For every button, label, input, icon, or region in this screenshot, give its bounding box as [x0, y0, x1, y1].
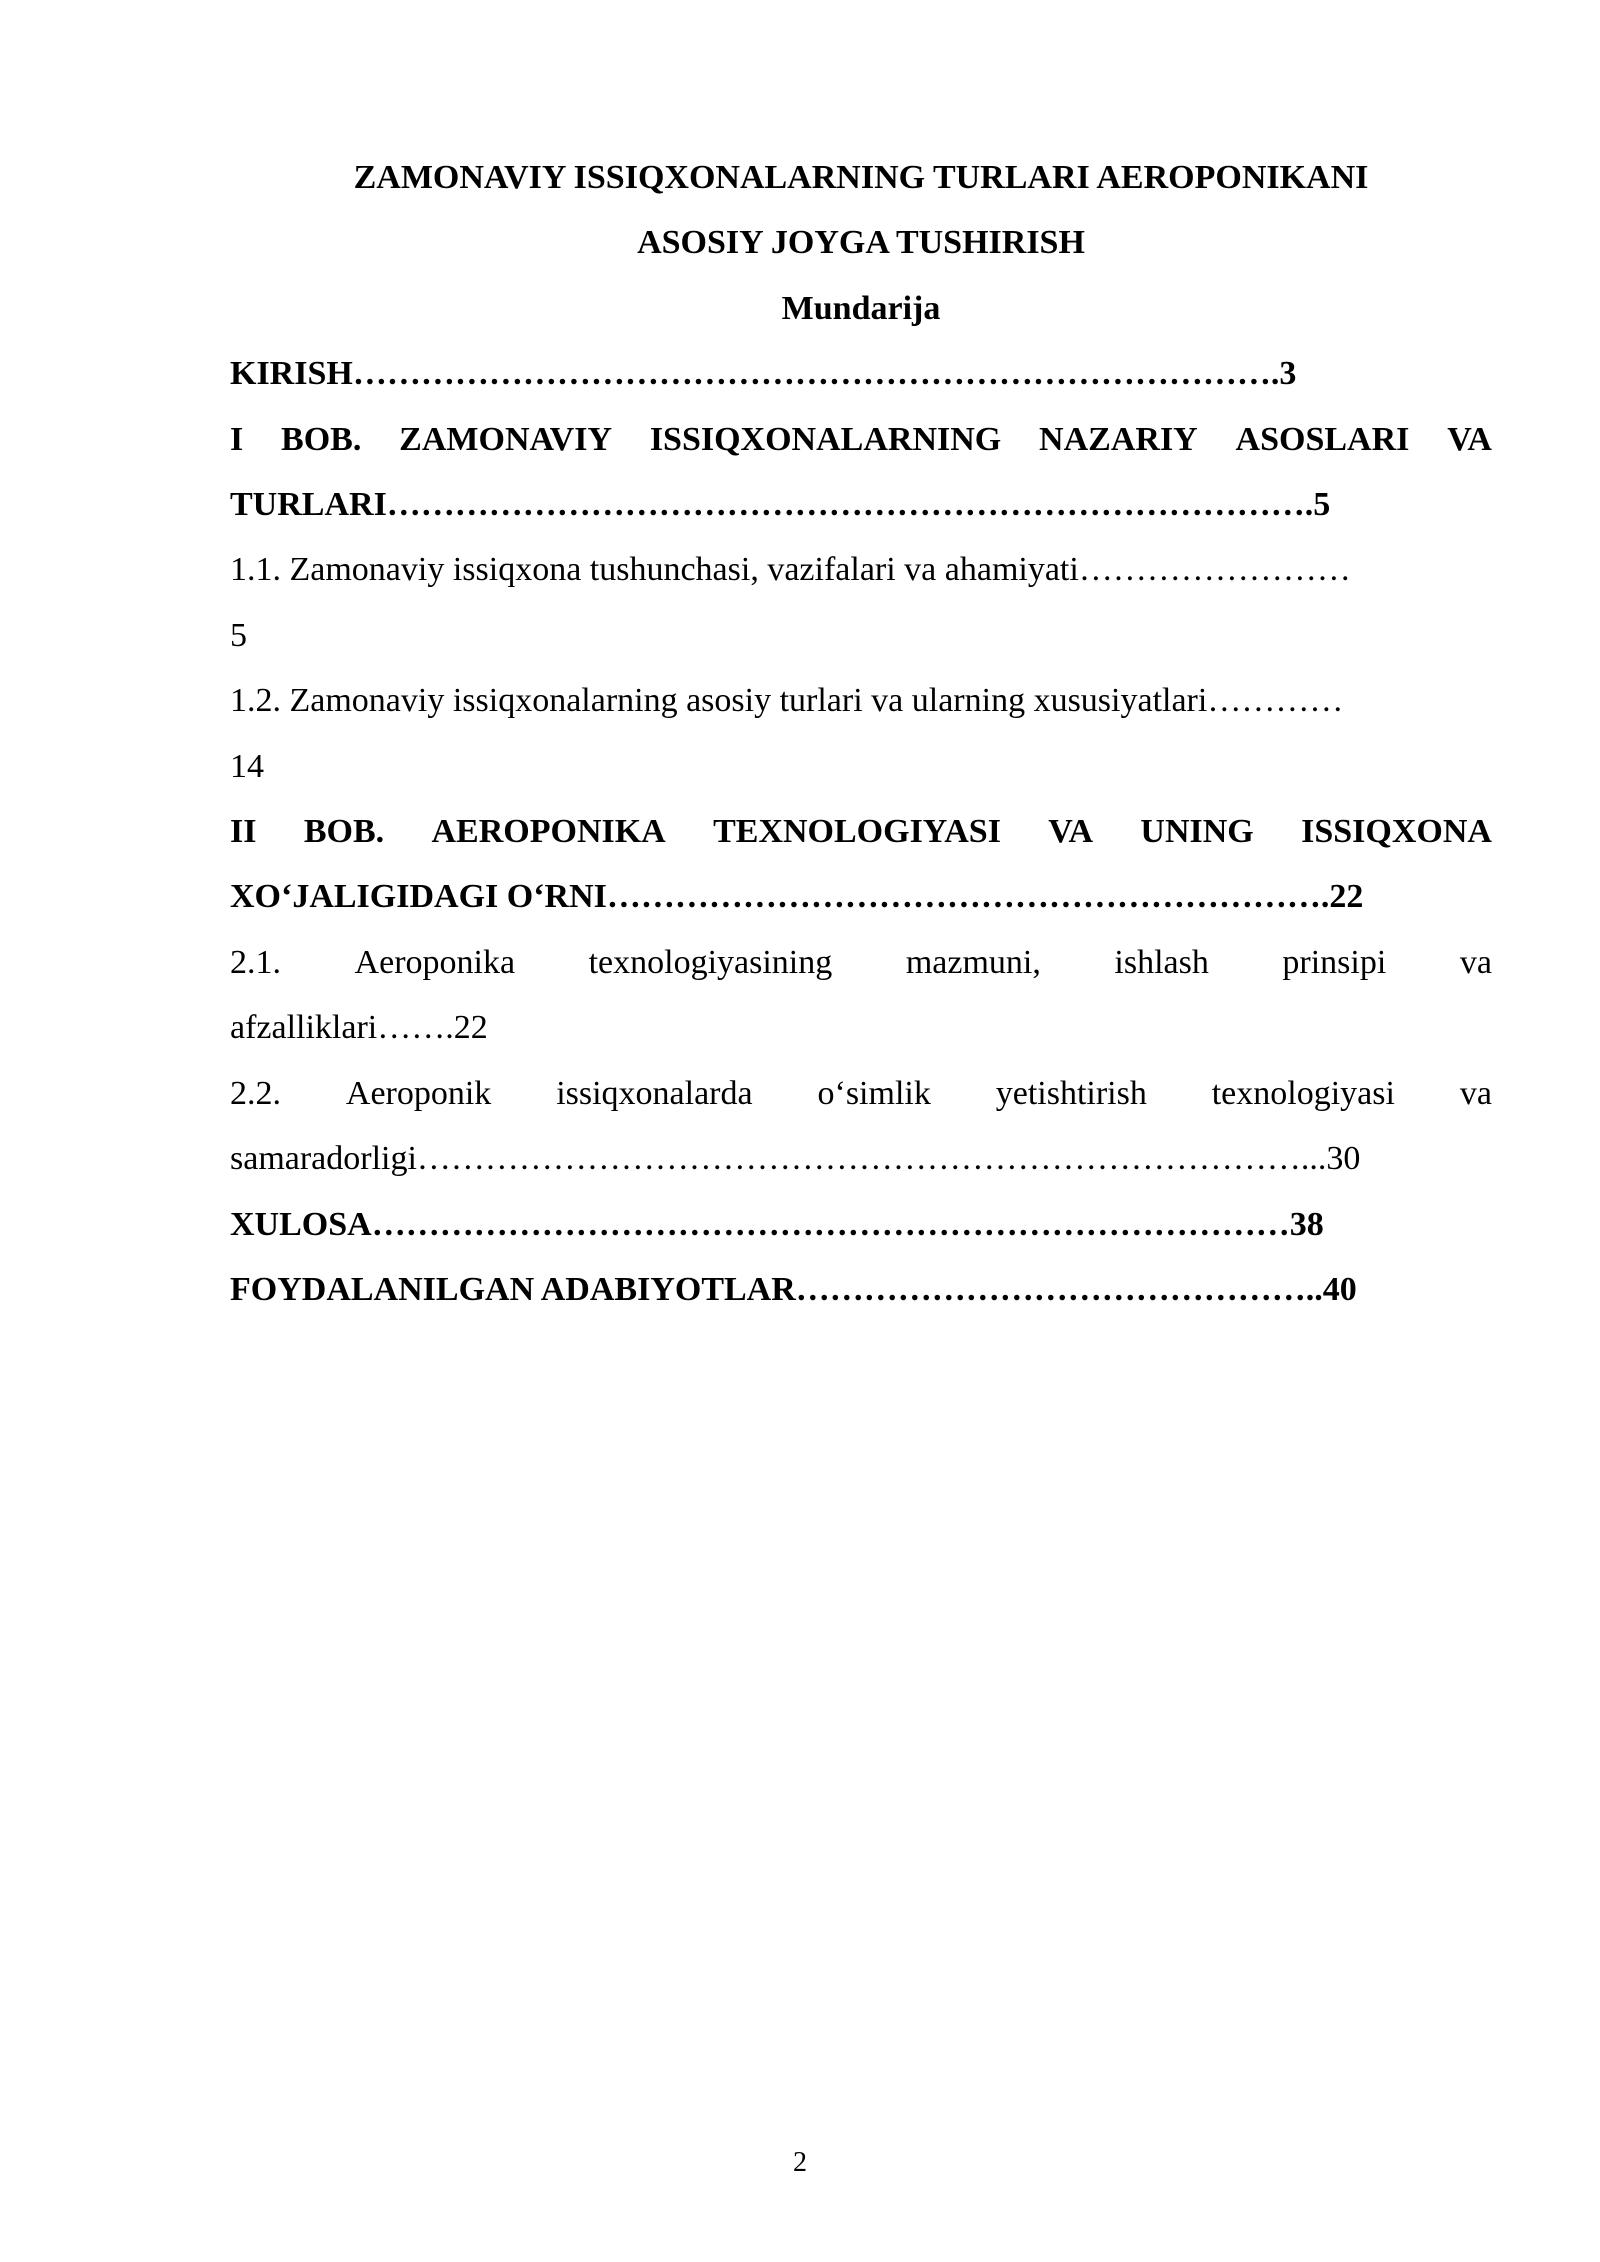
toc-entry-section-2-1-line-2: afzalliklari…….22: [230, 1009, 488, 1047]
toc-word: 2.1.: [230, 943, 281, 981]
document-title-line-1: ZAMONAVIY ISSIQXONALARNING TURLARI AEROPONIKANI: [353, 159, 1369, 196]
toc-word: mazmuni,: [905, 943, 1041, 981]
toc-word: TEXNOLOGIYASI: [713, 813, 1001, 851]
toc-entry-section-2-2-line-1: [230, 1061, 1492, 1126]
toc-entry-section-2-2-line-2: samaradorligi……………………………………………………………………...30: [230, 1140, 1361, 1178]
toc-word: II: [230, 813, 257, 851]
toc-word: BOB.: [303, 813, 385, 851]
toc-word: prinsipi: [1282, 943, 1387, 981]
toc-word: ISSIQXONALARNING: [649, 420, 1002, 458]
toc-word: UNING: [1140, 813, 1254, 851]
table-of-contents: [230, 145, 1492, 1322]
toc-word: ZAMONAVIY: [399, 420, 613, 458]
toc-word: o‘simlik: [817, 1074, 931, 1112]
toc-word: issiqxonalarda: [556, 1074, 753, 1112]
toc-entry-references: FOYDALANILGAN ADABIYOTLAR………………………………………..40: [230, 1270, 1357, 1308]
toc-entry-chapter-1-line-2: TURLARI……………………………………………………………………….5: [230, 486, 1331, 524]
toc-entry-section-2-1-line-1: [230, 930, 1492, 995]
toc-entry-chapter-2-line-2: XO‘JALIGIDAGI O‘RNI……………………………………………………….22: [230, 878, 1364, 916]
document-title-line-2: ASOSIY JOYGA TUSHIRISH: [637, 224, 1085, 262]
page-number: 2: [793, 2147, 807, 2178]
toc-word: ishlash: [1114, 943, 1209, 981]
toc-word: AEROPONIKA: [431, 813, 666, 851]
toc-word: ISSIQXONA: [1301, 813, 1492, 851]
toc-entry-intro: KIRISH……………………………………………………………………….3: [230, 355, 1297, 393]
toc-entry-conclusion: XULOSA………………………………………………………………………38: [230, 1205, 1324, 1243]
toc-word: yetishtirish: [995, 1074, 1147, 1112]
toc-heading: Mundarija: [781, 289, 941, 327]
toc-entry-section-1-2-line-1: 1.2. Zamonaviy issiqxonalarning asosiy turlari va ularning xususiyatlari…………: [230, 682, 1344, 720]
toc-entry-section-1-1-page: 5: [230, 616, 247, 654]
toc-word: texnologiyasi: [1211, 1074, 1395, 1112]
toc-entry-section-1-1-line-1: 1.1. Zamonaviy issiqxona tushunchasi, vazifalari va ahamiyati……………………: [230, 551, 1351, 589]
toc-word: Aeroponika: [354, 943, 516, 981]
toc-word: VA: [1048, 813, 1094, 851]
toc-word: 2.2.: [230, 1074, 281, 1112]
toc-entry-section-1-2-page: 14: [230, 747, 264, 785]
toc-word: Aeroponik: [345, 1074, 492, 1112]
toc-entry-chapter-2-line-1: [230, 799, 1492, 864]
toc-word: va: [1459, 943, 1492, 981]
toc-word: BOB.: [281, 420, 362, 458]
toc-word: VA: [1447, 420, 1492, 458]
toc-word: va: [1459, 1074, 1492, 1112]
toc-word: NAZARIY: [1039, 420, 1198, 458]
toc-word: texnologiyasining: [588, 943, 833, 981]
toc-word: I: [230, 420, 244, 458]
toc-entry-chapter-1-line-1: [230, 407, 1492, 472]
toc-word: ASOSLARI: [1235, 420, 1410, 458]
